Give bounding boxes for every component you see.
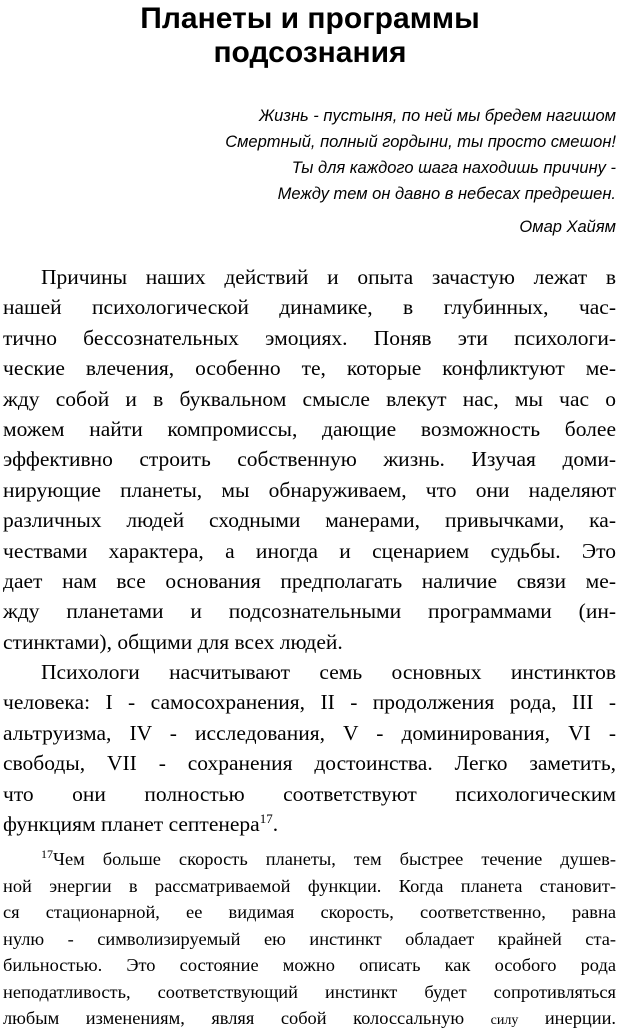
body-line-text: функциям планет септенера (3, 812, 260, 837)
chapter-title-line: подсознания (213, 36, 407, 69)
body-line: ческие влечения, особенно те, которые конфликтуют ме- (3, 356, 616, 381)
epigraph-line: Между тем он давно в небесах предрешен. (277, 185, 616, 203)
footnote-line (3, 846, 616, 873)
body-line: человека: I - самосохранения, II - продолжения рода, III - (3, 690, 616, 715)
body-line: жду собой и в буквальном смысле влекут нас, мы час о (3, 386, 616, 411)
body-line: Психологи насчитывают семь основных инстинктов (41, 660, 616, 685)
epigraph-author: Омар Хайям (519, 218, 616, 236)
chapter-title (0, 2, 620, 70)
body-line-period: . (272, 812, 279, 837)
body-line: жду планетами и подсознательными программами (ин- (3, 599, 616, 624)
body-line: различных людей сходными манерами, привычками, ка- (3, 508, 616, 533)
footnote (3, 846, 616, 1032)
footnote-line: нулю - символизируемый ею инстинкт обладает крайней ста- (3, 928, 616, 949)
footnote-small-word: силу (490, 1013, 519, 1028)
footnote-line-text: Чем больше скорость планеты, тем быстрее течение душев- (53, 849, 616, 869)
body-line: дает нам все основания предполагать наличие связи ме- (3, 568, 616, 593)
footnote-line-final (3, 1005, 616, 1032)
footnote-line: ной энергии в рассматриваемой функции. Когда планета становит- (3, 875, 616, 896)
footnote-line: бильностью. Это состояние можно описать как особого рода (3, 955, 616, 975)
body-line: нирующие планеты, мы обнаруживаем, что они наделяют (3, 477, 616, 502)
body-line: эффективно строить собственную жизнь. Изучая доми- (3, 447, 616, 472)
body-line-final (3, 809, 616, 839)
footnote-line: ся стационарной, ее видимая скорость, соответственно, равна (3, 902, 616, 922)
body-line: альтруизма, IV - исследования, V - доминирования, VI - (3, 720, 616, 745)
footnote-line-text: любым изменениям, являя собой колоссальную (3, 1008, 491, 1028)
footnote-marker: 17 (41, 847, 53, 861)
epigraph-line: Жизнь - пустыня, по ней мы бредем нагишом (258, 107, 616, 125)
body-line: свободы, VII - сохранения достоинства. Легко заметить, (3, 751, 616, 776)
body-line: тично бессознательных эмоциях. Поняв эти психологи- (3, 325, 616, 350)
body-line: чествами характера, а иногда и сценарием судьбы. Это (3, 538, 616, 563)
epigraph (150, 103, 616, 240)
footnote-line: неподатливость, соответствующий инстинкт будет сопротивляться (3, 981, 616, 1002)
body-line: можем найти компромиссы, дающие возможность более (3, 416, 616, 441)
footnote-reference[interactable]: 17 (259, 811, 273, 827)
epigraph-line: Ты для каждого шага находишь причину - (291, 159, 616, 177)
body-line: что они полностью соответствуют психологическим (3, 781, 616, 806)
footnote-line-tail: инерции. (518, 1008, 617, 1028)
body-line: стинктами), общими для всех людей. (3, 629, 343, 654)
chapter-title-line: Планеты и программы (140, 2, 480, 35)
body-line: нашей психологической динамике, в глубинных, час- (3, 295, 616, 320)
epigraph-line: Смертный, полный гордыни, ты просто смешон! (225, 133, 616, 151)
body-text (3, 262, 616, 839)
body-line: Причины наших действий и опыта зачастую лежат в (41, 265, 616, 289)
